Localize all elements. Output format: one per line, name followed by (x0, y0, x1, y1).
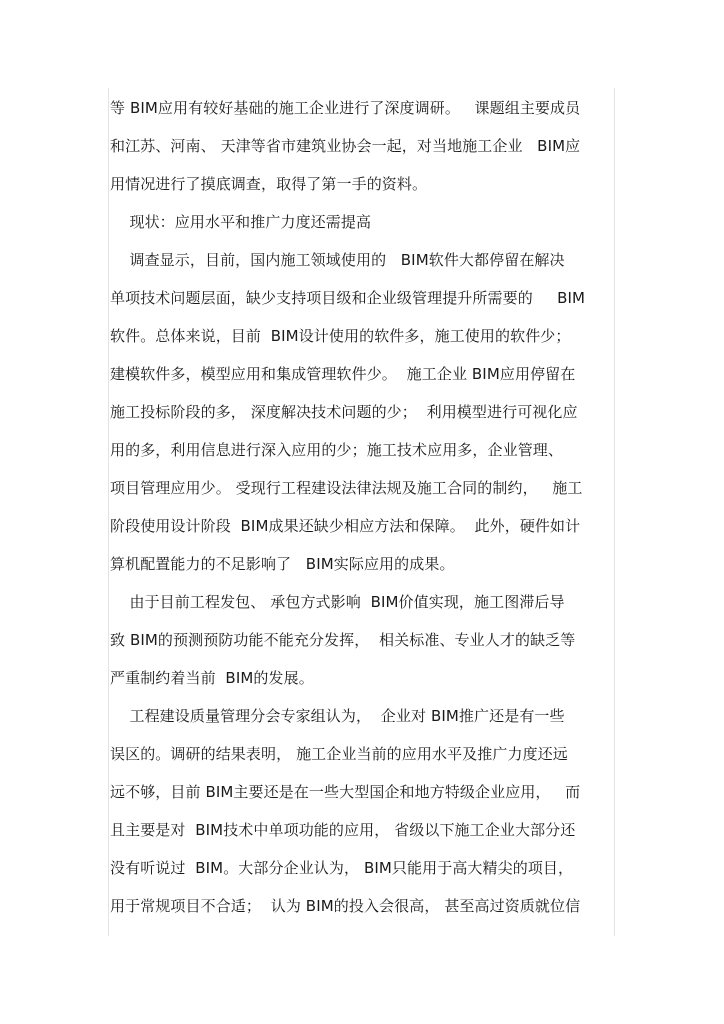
text-line: 用的多，利用信息进行深入应用的少；施工技术应用多，企业管理、 (110, 441, 564, 459)
text-line: 建模软件多，模型应用和集成管理软件少。 施工企业 BIM应用停留在 (110, 365, 576, 383)
left-margin-guide (108, 88, 109, 936)
text-line: 用情况进行了摸底调查，取得了第一手的资料。 (110, 175, 428, 193)
text-line: 误区的。调研的结果表明， 施工企业当前的应用水平及推广力度还远 (110, 745, 568, 763)
text-line: 调查显示，目前，国内施工领域使用的 BIM软件大都停留在解决 (110, 251, 565, 269)
text-line: 工程建设质量管理分会专家组认为， 企业对 BIM推广还是有一些 (110, 707, 565, 725)
text-line: 算机配置能力的不足影响了 BIM实际应用的成果。 (110, 555, 455, 573)
text-line: 项目管理应用少。 受现行工程建设法律法规及施工合同的制约， 施工 (110, 479, 583, 497)
text-line: 由于目前工程发包、 承包方式影响 BIM价值实现，施工图滞后导 (110, 593, 565, 611)
text-line: 和江苏、河南、 天津等省市建筑业协会一起，对当地施工企业 BIM应 (110, 137, 581, 155)
right-margin-guide (614, 88, 615, 936)
text-line: 用于常规项目不合适； 认为 BIM的投入会很高， 甚至高过资质就位信 (110, 897, 581, 915)
text-line: 单项技术问题层面，缺少支持项目级和企业级管理提升所需要的 BIM (110, 289, 586, 307)
text-line: 软件。总体来说，目前 BIM设计使用的软件多，施工使用的软件少； (110, 327, 571, 345)
text-line: 等 BIM应用有较好基础的施工企业进行了深度调研。 课题组主要成员 (110, 99, 581, 117)
text-line: 致 BIM的预测预防功能不能充分发挥， 相关标准、专业人才的缺乏等 (110, 631, 576, 649)
text-line: 严重制约着当前 BIM的发展。 (110, 669, 314, 687)
text-line: 远不够，目前 BIM主要还是在一些大型国企和地方特级企业应用， 而 (110, 783, 581, 801)
text-line: 施工投标阶段的多， 深度解决技术问题的少； 利用模型进行可视化应 (110, 403, 578, 421)
text-line: 且主要是对 BIM技术中单项功能的应用， 省级以下施工企业大部分还 (110, 821, 576, 839)
text-line: 没有听说过 BIM。大部分企业认为， BIM只能用于高大精尖的项目， (110, 859, 574, 877)
text-line: 阶段使用设计阶段 BIM成果还缺少相应方法和保障。 此外，硬件如计 (110, 517, 581, 535)
section-heading: 现状：应用水平和推广力度还需提高 (110, 213, 372, 231)
